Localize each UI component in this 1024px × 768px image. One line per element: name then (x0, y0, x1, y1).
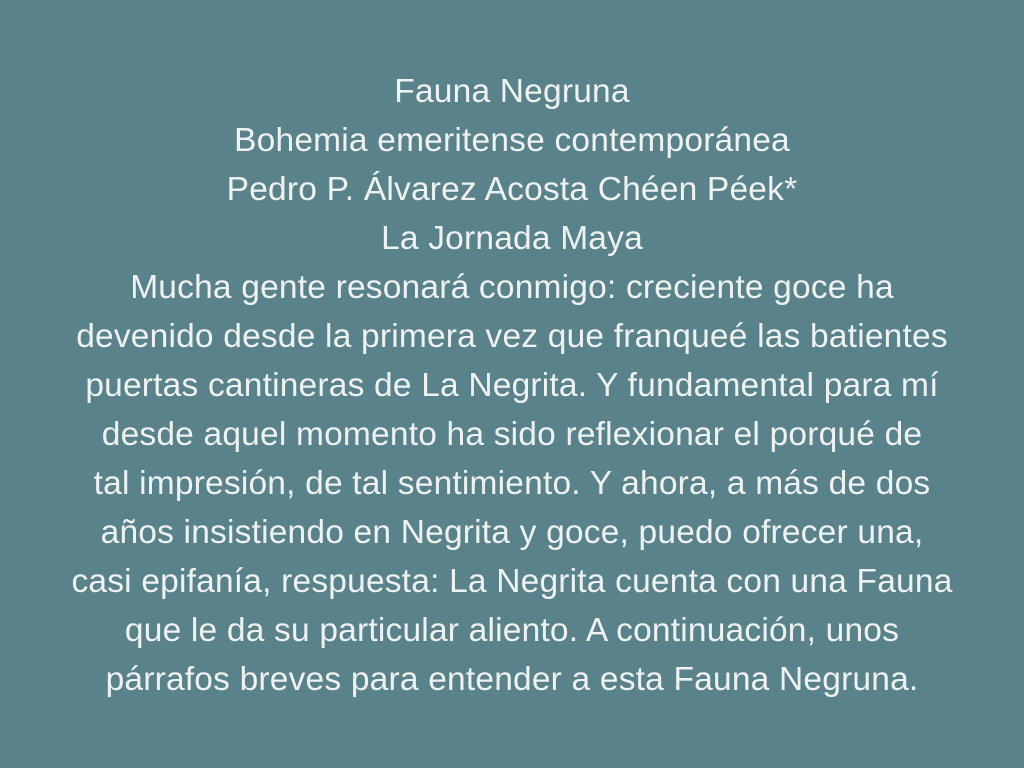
body-text-line: párrafos breves para entender a esta Fauna Negruna. (105, 661, 919, 698)
body-text-line: Mucha gente resonará conmigo: creciente goce ha (130, 269, 894, 306)
slide-text-block (0, 67, 1024, 704)
slide-publication: La Jornada Maya (381, 220, 643, 257)
body-text-line: puertas cantineras de La Negrita. Y fundamental para mí (85, 367, 939, 404)
body-text-line: desde aquel momento ha sido reflexionar el porqué de (101, 416, 923, 453)
slide-title: Fauna Negruna (394, 73, 630, 110)
body-text-line: devenido desde la primera vez que franqueé las batientes (76, 318, 948, 355)
slide-subtitle: Bohemia emeritense contemporánea (234, 122, 790, 159)
body-text-line: años insistiendo en Negrita y goce, puedo ofrecer una, (100, 514, 924, 551)
body-text-line: que le da su particular aliento. A continuación, unos (124, 612, 900, 649)
slide-author: Pedro P. Álvarez Acosta Chéen Péek* (226, 171, 798, 208)
body-text-line: casi epifanía, respuesta: La Negrita cuenta con una Fauna (71, 563, 953, 600)
body-text-line: tal impresión, de tal sentimiento. Y ahora, a más de dos (93, 465, 931, 502)
